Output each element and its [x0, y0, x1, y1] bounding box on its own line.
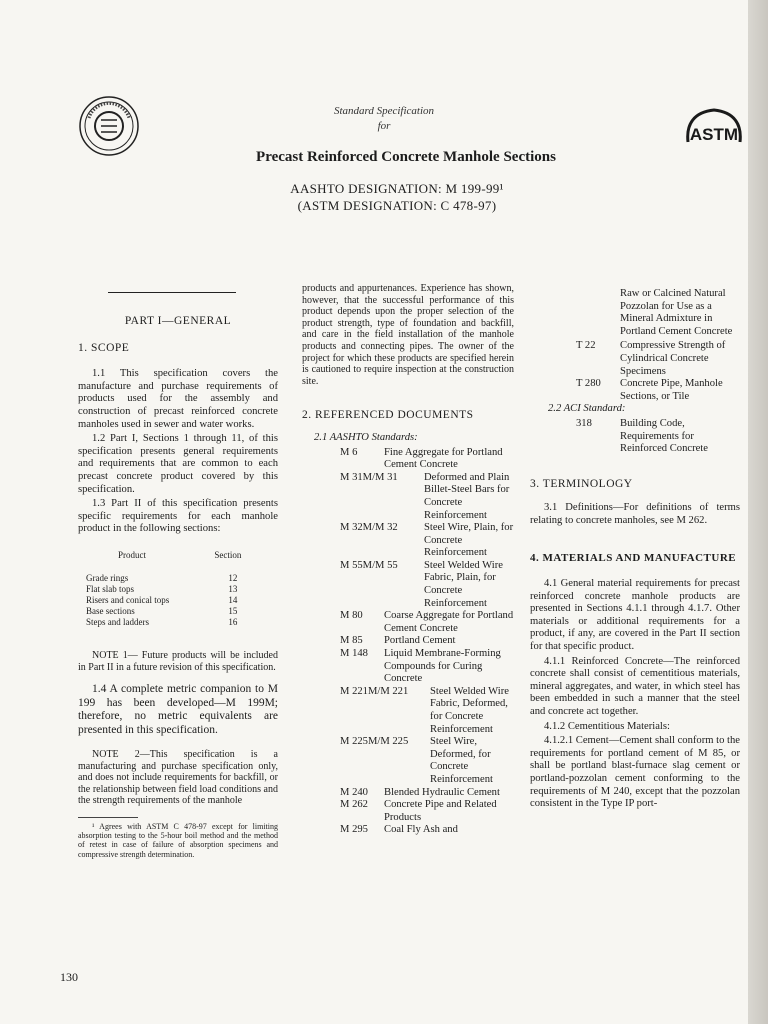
table-cell-product: Flat slab tops: [86, 583, 135, 594]
paragraph-1-2: 1.2 Part I, Sections 1 through 11, of this specification presents general requirements and requirements that are common to each precast concrete product covered by this specification.: [78, 433, 278, 495]
ref-title: Building Code, Requirements for Reinforced Concrete: [620, 417, 708, 455]
referenced-documents-heading: 2. REFERENCED DOCUMENTS: [302, 409, 474, 422]
scope-heading: 1. SCOPE: [78, 341, 130, 354]
table-cell-section: 14: [228, 594, 238, 605]
paragraph-1-3: 1.3 Part II of this specification presents specific requirements for each manhole product in the following sections:: [78, 498, 278, 535]
footnote: ¹ Agrees with ASTM C 478-97 except for limiting absorption testing to the 5-hour boil method and the method of retest in case of failure of absorption specimens and compressive strength determination.: [78, 822, 278, 859]
list-item: [340, 560, 514, 610]
ref-code: M 240: [340, 786, 368, 798]
list-item: [340, 447, 514, 472]
ref-code: M 6: [340, 446, 358, 458]
list-item: [340, 787, 514, 800]
paragraph-4-1: 4.1 General material requirements for precast reinforced concrete manhole products are presented in Sections 4.1.1 through 4.1.7. Other materials or additional requirements for a product, if any, are covered in the Part II section for that specific product.: [530, 578, 740, 653]
table-header-row: [86, 550, 256, 573]
product-section-table: [86, 550, 256, 628]
ref-code: T 280: [576, 378, 601, 390]
ref-title: Compressive Strength of Cylindrical Concrete Specimens: [620, 340, 726, 377]
ref-title: Deformed and Plain Billet-Steel Bars for Concrete Reinforcement: [424, 471, 510, 521]
part-heading: PART I—GENERAL: [124, 315, 232, 327]
ref-title: Steel Welded Wire Fabric, Deformed, for Concrete Reinforcement: [430, 685, 509, 735]
list-item: [340, 824, 514, 837]
ref-code: M 31M/M 31: [340, 471, 398, 483]
ref-code: M 85: [340, 635, 363, 647]
page-number: 130: [60, 970, 78, 984]
ref-title: Coal Fly Ash and: [384, 824, 458, 836]
ref-title: Steel Welded Wire Fabric, Plain, for Concrete Reinforcement: [424, 559, 503, 609]
materials-heading: 4. MATERIALS AND MANUFACTURE: [530, 551, 737, 564]
astm-logo-text: ASTM: [689, 125, 739, 144]
table-row: [86, 595, 256, 606]
paragraph-3-1: 3.1 Definitions—For definitions of terms relating to concrete manholes, see M 262.: [530, 502, 740, 526]
table-header-product: Product: [118, 549, 146, 560]
column-2: [302, 283, 514, 837]
ref-code: M 221M/M 221: [340, 685, 409, 697]
table-cell-section: 16: [228, 616, 238, 627]
table-cell-section: 15: [228, 605, 238, 616]
table-row: [86, 573, 256, 584]
header-standard-specification: Standard Specification: [333, 105, 435, 117]
ref-title: Liquid Membrane-Forming Compounds for Curing Concrete: [384, 648, 501, 685]
table-header-section: Section: [214, 549, 242, 560]
section-rule: [108, 292, 236, 293]
ref-title: Portland Cement: [384, 635, 456, 647]
ref-title: Coarse Aggregate for Portland Cement Concrete: [384, 610, 514, 634]
list-item: [340, 522, 514, 560]
table-row: [86, 617, 256, 628]
aci-standard-label: 2.2 ACI Standard:: [548, 403, 626, 415]
ref-title: Steel Wire, Deformed, for Concrete Reinforcement: [430, 736, 493, 785]
aashto-references-list: [340, 447, 514, 837]
paragraph-continued: products and appurtenances. Experience has shown, however, that the successful performance of this product depends upon the proper selection of the product strength, type of foundation and backfill, and care in the field installation of the manhole products and connecting pipes. The owner of the project for which these products are specified herein is cautioned to require inspection at the construction site.: [302, 283, 514, 387]
ref-code: M 80: [340, 610, 363, 622]
ref-title: Steel Wire, Plain, for Concrete Reinforcement: [424, 522, 514, 559]
ref-code: T 22: [576, 340, 596, 352]
paragraph-4-1-2-1: 4.1.2.1 Cement—Cement shall conform to the requirements for portland cement of M 85, or shall be portland blast-furnace slag cement or portland-pozzolan cement conforming to the requirements of M 240, except that the pozzolan consistent in the Type IP port-: [530, 735, 740, 810]
terminology-heading: 3. TERMINOLOGY: [530, 477, 633, 490]
aashto-standards-label: 2.1 AASHTO Standards:: [314, 431, 418, 443]
ref-title: Blended Hydraulic Cement: [384, 786, 500, 798]
list-item: [340, 686, 514, 736]
table-row: [86, 606, 256, 617]
paragraph-1-1: 1.1 This specification covers the manufacture and purchase requirements of products used for the assembly and construction of precast reinforced concrete manholes used in sewer and water works.: [78, 368, 278, 430]
list-item: [340, 635, 514, 648]
table-cell-section: 13: [228, 583, 238, 594]
table-cell-product: Steps and ladders: [86, 616, 149, 627]
column-1: [78, 292, 278, 861]
header-for: for: [377, 120, 391, 132]
list-item: [340, 736, 514, 786]
ref-code: M 55M/M 55: [340, 559, 398, 571]
list-item: [576, 340, 740, 378]
paragraph-4-1-1: 4.1.1 Reinforced Concrete—The reinforced concrete shall consist of cementitious materials, mineral aggregates, and water, in which steel has been embedded in such a manner that the steel and concrete act together.: [530, 655, 740, 718]
reference-continued: [620, 288, 740, 338]
ref-code: M 262: [340, 799, 368, 811]
aashto-test-references: [576, 340, 740, 403]
paragraph-4-1-2: 4.1.2 Cementitious Materials:: [544, 720, 670, 732]
ref-code: M 32M/M 32: [340, 522, 398, 534]
list-item: [340, 648, 514, 686]
ref-title: Concrete Pipe and Related Products: [384, 799, 497, 823]
aashto-designation: AASHTO DESIGNATION: M 199-99¹: [290, 181, 504, 196]
table-cell-section: 12: [228, 572, 238, 583]
list-item: [576, 378, 740, 403]
ref-code: 318: [576, 417, 592, 429]
ref-title-continued: Raw or Calcined Natural Pozzolan for Use as a Mineral Admixture in Portland Cement Concrete: [620, 288, 733, 337]
paragraph-1-4: 1.4 A complete metric companion to M 199 has been developed—M 199M; therefore, no metric equivalents are presented in this specification.: [78, 683, 278, 736]
table-cell-product: Risers and conical tops: [86, 594, 170, 605]
footnote-rule: [78, 817, 138, 818]
note-2: NOTE 2—This specification is a manufacturing and purchase specification only, and does not include requirements for backfill, or the relationship between field load conditions and the strength requirements of the manhole: [78, 749, 278, 807]
table-cell-product: Grade rings: [86, 572, 129, 583]
ref-title: Concrete Pipe, Manhole Sections, or Tile: [620, 378, 723, 402]
page-title: Precast Reinforced Concrete Manhole Sections: [256, 149, 556, 165]
ref-code: M 225M/M 225: [340, 736, 409, 748]
astm-designation: (ASTM DESIGNATION: C 478-97): [297, 198, 497, 213]
list-item: [340, 610, 514, 635]
aci-references: [576, 418, 740, 456]
list-item: [340, 799, 514, 824]
table-cell-product: Base sections: [86, 605, 135, 616]
table-row: [86, 584, 256, 595]
ref-code: M 148: [340, 648, 368, 660]
column-3: [530, 288, 740, 813]
note-1: NOTE 1— Future products will be included in Part II in a future revision of this specification.: [78, 649, 278, 673]
ref-code: M 295: [340, 824, 368, 836]
list-item: [576, 418, 740, 456]
ref-title: Fine Aggregate for Portland Cement Concrete: [384, 446, 503, 471]
list-item: [340, 472, 514, 522]
